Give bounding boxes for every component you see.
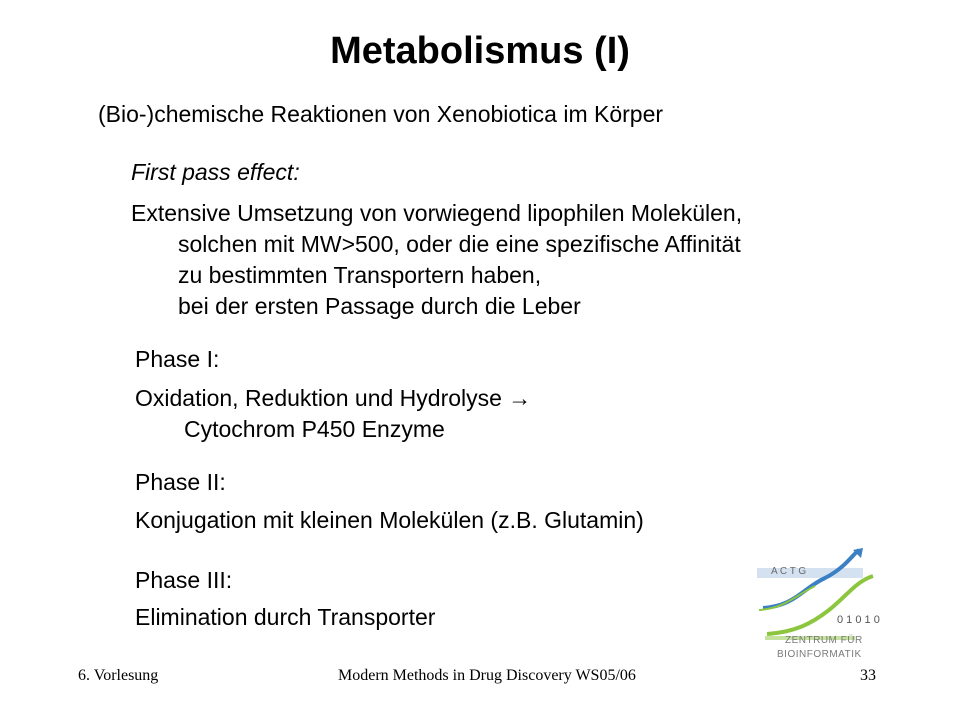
first-pass-line-1: Extensive Umsetzung von vorwiegend lipophilen Molekülen, [131, 200, 743, 226]
phase1-heading: Phase I: [135, 346, 220, 372]
logo-digits-bottom: 0 1 0 1 0 [837, 614, 880, 626]
phase2-heading: Phase II: [135, 469, 226, 495]
slide-subtitle: (Bio-)chemische Reaktionen von Xenobiotica im Körper [98, 101, 664, 127]
logo-graphic [755, 548, 895, 666]
logo-text-line-2: BIOINFORMATIK [777, 649, 862, 660]
first-pass-heading: First pass effect: [131, 159, 300, 185]
phase1-line-2: Cytochrom P450 Enzyme [184, 416, 445, 442]
first-pass-line-4: bei der ersten Passage durch die Leber [178, 293, 581, 319]
phase3-line-1: Elimination durch Transporter [135, 604, 436, 630]
zentrum-bioinformatik-logo [755, 548, 895, 666]
logo-letters-top: A C T G [771, 566, 807, 577]
first-pass-line-3: zu bestimmten Transportern haben, [178, 262, 542, 288]
footer-lecture: 6. Vorlesung [78, 667, 159, 684]
first-pass-line-2: solchen mit MW>500, oder die eine spezifische Affinität [178, 231, 741, 257]
logo-text-line-1: ZENTRUM FÜR [785, 635, 863, 646]
phase2-line-1: Konjugation mit kleinen Molekülen (z.B. Glutamin) [135, 507, 644, 533]
phase1-line-1: Oxidation, Reduktion und Hydrolyse → [135, 385, 532, 411]
footer-course: Modern Methods in Drug Discovery WS05/06 [338, 667, 636, 684]
slide-title: Metabolismus (I) [330, 30, 630, 72]
phase3-heading: Phase III: [135, 567, 233, 593]
logo-curve-blue [763, 550, 859, 608]
footer-page-number: 33 [860, 667, 876, 684]
